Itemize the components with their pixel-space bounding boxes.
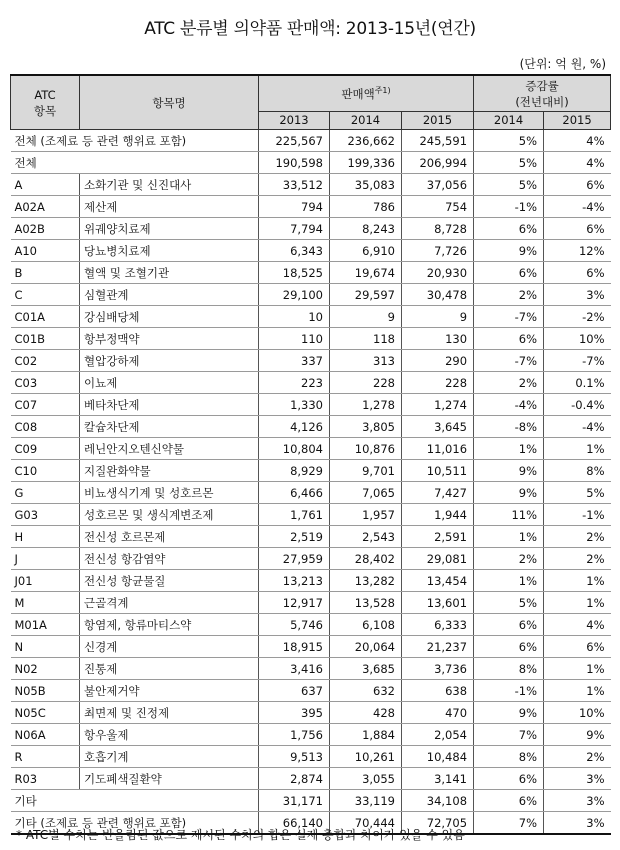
cell-growth-2014: 6% — [474, 790, 544, 812]
cell-growth-2015: 1% — [544, 570, 611, 592]
cell-growth-2014: 6% — [474, 262, 544, 284]
cell-growth-2014: 2% — [474, 548, 544, 570]
cell-sales-2014: 313 — [330, 350, 402, 372]
cell-atc-code: C02 — [11, 350, 80, 372]
cell-sales-2015: 3,736 — [402, 658, 474, 680]
header-atc — [11, 75, 80, 130]
cell-growth-2014: 5% — [474, 174, 544, 196]
cell-sales-2014: 1,884 — [330, 724, 402, 746]
table-row — [11, 416, 611, 438]
cell-growth-2015: 1% — [544, 680, 611, 702]
cell-sales-2013: 337 — [259, 350, 330, 372]
cell-item-name: 전신성 항균물질 — [80, 570, 259, 592]
cell-sales-2014: 33,119 — [330, 790, 402, 812]
header-growth — [474, 75, 611, 112]
table-row — [11, 306, 611, 328]
cell-category: 전체 — [11, 152, 259, 174]
cell-sales-2014: 118 — [330, 328, 402, 350]
cell-growth-2015: -2% — [544, 306, 611, 328]
cell-growth-2014: 7% — [474, 812, 544, 835]
cell-growth-2014: 9% — [474, 240, 544, 262]
cell-growth-2015: 10% — [544, 328, 611, 350]
cell-sales-2014: 228 — [330, 372, 402, 394]
cell-sales-2015: 29,081 — [402, 548, 474, 570]
header-growth-2015: 2015 — [544, 112, 611, 130]
cell-atc-code: B — [11, 262, 80, 284]
table-row — [11, 174, 611, 196]
table-row — [11, 372, 611, 394]
cell-sales-2015: 11,016 — [402, 438, 474, 460]
cell-growth-2015: 3% — [544, 284, 611, 306]
cell-sales-2014: 236,662 — [330, 130, 402, 152]
header-atc-line1: ATC — [34, 87, 56, 102]
cell-sales-2013: 1,330 — [259, 394, 330, 416]
cell-growth-2014: 6% — [474, 768, 544, 790]
cell-atc-code: J — [11, 548, 80, 570]
cell-atc-code: C09 — [11, 438, 80, 460]
table-row — [11, 702, 611, 724]
cell-growth-2015: 1% — [544, 592, 611, 614]
cell-sales-2014: 9,701 — [330, 460, 402, 482]
cell-sales-2013: 395 — [259, 702, 330, 724]
cell-item-name: 당뇨병치료제 — [80, 240, 259, 262]
cell-atc-code: C07 — [11, 394, 80, 416]
cell-sales-2014: 1,278 — [330, 394, 402, 416]
cell-item-name: 강심배당체 — [80, 306, 259, 328]
table-header — [11, 75, 611, 130]
header-atc-line2: 항목 — [33, 103, 57, 118]
header-year-2013: 2013 — [259, 112, 330, 130]
cell-growth-2015: 2% — [544, 548, 611, 570]
cell-atc-code: A02B — [11, 218, 80, 240]
cell-item-name: 진통제 — [80, 658, 259, 680]
cell-sales-2014: 10,261 — [330, 746, 402, 768]
cell-sales-2015: 7,427 — [402, 482, 474, 504]
cell-growth-2015: 4% — [544, 130, 611, 152]
cell-sales-2013: 33,512 — [259, 174, 330, 196]
cell-item-name: 호흡기계 — [80, 746, 259, 768]
cell-sales-2014: 1,957 — [330, 504, 402, 526]
header-growth-line2: (전년대비) — [515, 94, 569, 109]
cell-item-name: 전신성 항감염약 — [80, 548, 259, 570]
cell-sales-2013: 31,171 — [259, 790, 330, 812]
cell-atc-code: N — [11, 636, 80, 658]
cell-sales-2013: 27,959 — [259, 548, 330, 570]
cell-item-name: 항부정맥약 — [80, 328, 259, 350]
cell-growth-2015: 2% — [544, 746, 611, 768]
cell-sales-2013: 13,213 — [259, 570, 330, 592]
table-row — [11, 438, 611, 460]
cell-sales-2013: 18,525 — [259, 262, 330, 284]
cell-atc-code: N06A — [11, 724, 80, 746]
cell-atc-code: N05C — [11, 702, 80, 724]
cell-growth-2015: 3% — [544, 790, 611, 812]
cell-atc-code: J01 — [11, 570, 80, 592]
table-row — [11, 504, 611, 526]
cell-sales-2015: 3,645 — [402, 416, 474, 438]
cell-sales-2013: 6,343 — [259, 240, 330, 262]
cell-growth-2014: -1% — [474, 196, 544, 218]
cell-sales-2015: 290 — [402, 350, 474, 372]
cell-atc-code: M — [11, 592, 80, 614]
cell-growth-2015: -0.4% — [544, 394, 611, 416]
cell-sales-2015: 72,705 — [402, 812, 474, 835]
cell-sales-2013: 2,874 — [259, 768, 330, 790]
cell-growth-2014: 5% — [474, 152, 544, 174]
header-sales — [259, 75, 474, 112]
cell-sales-2014: 786 — [330, 196, 402, 218]
cell-sales-2013: 18,915 — [259, 636, 330, 658]
cell-sales-2014: 29,597 — [330, 284, 402, 306]
cell-growth-2014: 5% — [474, 592, 544, 614]
header-growth-line1: 증감률 — [525, 78, 559, 93]
cell-sales-2014: 10,876 — [330, 438, 402, 460]
cell-growth-2015: 1% — [544, 438, 611, 460]
cell-growth-2014: 6% — [474, 218, 544, 240]
cell-sales-2015: 228 — [402, 372, 474, 394]
cell-sales-2015: 10,511 — [402, 460, 474, 482]
table-row — [11, 790, 611, 812]
cell-growth-2014: -1% — [474, 680, 544, 702]
cell-sales-2014: 35,083 — [330, 174, 402, 196]
cell-sales-2015: 34,108 — [402, 790, 474, 812]
table-row — [11, 482, 611, 504]
cell-growth-2015: -4% — [544, 196, 611, 218]
header-year-2015: 2015 — [402, 112, 474, 130]
cell-category: 기타 (조제료 등 관련 행위료 포함) — [11, 812, 259, 835]
cell-sales-2015: 20,930 — [402, 262, 474, 284]
cell-sales-2015: 13,454 — [402, 570, 474, 592]
cell-sales-2015: 37,056 — [402, 174, 474, 196]
cell-growth-2015: 6% — [544, 174, 611, 196]
table-row — [11, 240, 611, 262]
sales-table — [10, 74, 611, 835]
cell-atc-code: A — [11, 174, 80, 196]
cell-sales-2013: 1,761 — [259, 504, 330, 526]
header-growth-2014: 2014 — [474, 112, 544, 130]
table-row — [11, 658, 611, 680]
cell-item-name: 항우울제 — [80, 724, 259, 746]
cell-sales-2014: 2,543 — [330, 526, 402, 548]
cell-category: 기타 — [11, 790, 259, 812]
cell-growth-2014: 11% — [474, 504, 544, 526]
cell-sales-2013: 8,929 — [259, 460, 330, 482]
cell-atc-code: A10 — [11, 240, 80, 262]
cell-sales-2014: 3,055 — [330, 768, 402, 790]
cell-sales-2015: 6,333 — [402, 614, 474, 636]
cell-growth-2014: 2% — [474, 372, 544, 394]
header-sales-footnote: 주1) — [374, 85, 391, 95]
table-row — [11, 724, 611, 746]
cell-growth-2014: 6% — [474, 614, 544, 636]
cell-sales-2015: 1,274 — [402, 394, 474, 416]
cell-growth-2015: 3% — [544, 812, 611, 835]
cell-atc-code: M01A — [11, 614, 80, 636]
cell-item-name: 칼슘차단제 — [80, 416, 259, 438]
table-row — [11, 570, 611, 592]
unit-label: (단위: 억 원, %) — [519, 57, 606, 71]
table-row — [11, 394, 611, 416]
cell-growth-2014: -7% — [474, 306, 544, 328]
cell-sales-2013: 29,100 — [259, 284, 330, 306]
cell-growth-2014: -4% — [474, 394, 544, 416]
cell-item-name: 베타차단제 — [80, 394, 259, 416]
cell-sales-2013: 4,126 — [259, 416, 330, 438]
cell-growth-2015: 0.1% — [544, 372, 611, 394]
cell-category: 전체 (조제료 등 관련 행위료 포함) — [11, 130, 259, 152]
table-row — [11, 526, 611, 548]
cell-sales-2015: 10,484 — [402, 746, 474, 768]
cell-sales-2014: 6,910 — [330, 240, 402, 262]
cell-sales-2015: 7,726 — [402, 240, 474, 262]
cell-sales-2015: 9 — [402, 306, 474, 328]
cell-sales-2013: 794 — [259, 196, 330, 218]
cell-growth-2015: 2% — [544, 526, 611, 548]
cell-growth-2015: 6% — [544, 262, 611, 284]
cell-atc-code: H — [11, 526, 80, 548]
cell-growth-2015: 10% — [544, 702, 611, 724]
cell-sales-2014: 28,402 — [330, 548, 402, 570]
cell-sales-2013: 12,917 — [259, 592, 330, 614]
cell-item-name: 전신성 호르몬제 — [80, 526, 259, 548]
cell-sales-2014: 19,674 — [330, 262, 402, 284]
cell-item-name: 지질완화약물 — [80, 460, 259, 482]
cell-sales-2013: 6,466 — [259, 482, 330, 504]
table-row — [11, 636, 611, 658]
cell-sales-2014: 8,243 — [330, 218, 402, 240]
table-row — [11, 746, 611, 768]
cell-item-name: 항염제, 항류마티스약 — [80, 614, 259, 636]
table-row — [11, 548, 611, 570]
cell-item-name: 비뇨생식기계 및 성호르몬 — [80, 482, 259, 504]
cell-growth-2014: -8% — [474, 416, 544, 438]
cell-sales-2013: 223 — [259, 372, 330, 394]
cell-sales-2013: 3,416 — [259, 658, 330, 680]
cell-growth-2015: 9% — [544, 724, 611, 746]
cell-item-name: 근골격계 — [80, 592, 259, 614]
cell-atc-code: A02A — [11, 196, 80, 218]
header-sales-label: 판매액 — [341, 86, 375, 101]
cell-sales-2014: 428 — [330, 702, 402, 724]
table-row — [11, 284, 611, 306]
cell-sales-2013: 1,756 — [259, 724, 330, 746]
table-row — [11, 592, 611, 614]
cell-sales-2014: 199,336 — [330, 152, 402, 174]
table-row — [11, 262, 611, 284]
cell-sales-2015: 21,237 — [402, 636, 474, 658]
cell-sales-2015: 30,478 — [402, 284, 474, 306]
cell-item-name: 레닌안지오텐신약물 — [80, 438, 259, 460]
table-body — [11, 130, 611, 835]
cell-growth-2014: -7% — [474, 350, 544, 372]
cell-atc-code: C10 — [11, 460, 80, 482]
cell-growth-2015: 1% — [544, 658, 611, 680]
table-row — [11, 196, 611, 218]
cell-growth-2015: 4% — [544, 614, 611, 636]
cell-growth-2014: 1% — [474, 438, 544, 460]
cell-growth-2015: 8% — [544, 460, 611, 482]
table-row — [11, 768, 611, 790]
cell-item-name: 신경계 — [80, 636, 259, 658]
cell-growth-2014: 8% — [474, 658, 544, 680]
cell-growth-2015: 6% — [544, 218, 611, 240]
cell-growth-2014: 8% — [474, 746, 544, 768]
cell-growth-2014: 9% — [474, 460, 544, 482]
cell-growth-2015: 3% — [544, 768, 611, 790]
cell-sales-2015: 2,591 — [402, 526, 474, 548]
cell-item-name: 불안제거약 — [80, 680, 259, 702]
cell-sales-2015: 245,591 — [402, 130, 474, 152]
cell-sales-2013: 5,746 — [259, 614, 330, 636]
cell-sales-2015: 638 — [402, 680, 474, 702]
table-row — [11, 152, 611, 174]
table-row — [11, 328, 611, 350]
cell-sales-2013: 66,140 — [259, 812, 330, 835]
table-row — [11, 614, 611, 636]
cell-atc-code: R — [11, 746, 80, 768]
cell-growth-2014: 7% — [474, 724, 544, 746]
cell-sales-2014: 13,528 — [330, 592, 402, 614]
cell-sales-2014: 3,805 — [330, 416, 402, 438]
cell-sales-2013: 225,567 — [259, 130, 330, 152]
cell-sales-2014: 6,108 — [330, 614, 402, 636]
cell-sales-2015: 8,728 — [402, 218, 474, 240]
table-row — [11, 460, 611, 482]
cell-sales-2014: 3,685 — [330, 658, 402, 680]
cell-atc-code: C01A — [11, 306, 80, 328]
footnote: * ATC별 수치는 반올림된 값으로 제시된 수치의 합은 실제 총합과 차이가 있을 수 있음 — [16, 828, 465, 842]
cell-sales-2015: 1,944 — [402, 504, 474, 526]
cell-sales-2015: 3,141 — [402, 768, 474, 790]
header-year-2014: 2014 — [330, 112, 402, 130]
cell-growth-2015: -1% — [544, 504, 611, 526]
cell-growth-2015: 12% — [544, 240, 611, 262]
cell-item-name: 위궤양치료제 — [80, 218, 259, 240]
cell-growth-2014: 5% — [474, 130, 544, 152]
cell-atc-code: N02 — [11, 658, 80, 680]
cell-item-name: 기도폐색질환약 — [80, 768, 259, 790]
table-row — [11, 218, 611, 240]
table-title: ATC 분류별 의약품 판매액: 2013-15년(연간) — [144, 19, 476, 39]
cell-sales-2015: 13,601 — [402, 592, 474, 614]
cell-sales-2013: 637 — [259, 680, 330, 702]
cell-sales-2015: 754 — [402, 196, 474, 218]
cell-item-name: 성호르몬 및 생식계변조제 — [80, 504, 259, 526]
cell-atc-code: C08 — [11, 416, 80, 438]
cell-atc-code: N05B — [11, 680, 80, 702]
cell-growth-2015: 4% — [544, 152, 611, 174]
cell-growth-2014: 2% — [474, 284, 544, 306]
cell-atc-code: R03 — [11, 768, 80, 790]
cell-growth-2015: -7% — [544, 350, 611, 372]
cell-growth-2015: 5% — [544, 482, 611, 504]
cell-item-name: 소화기관 및 신진대사 — [80, 174, 259, 196]
cell-sales-2014: 632 — [330, 680, 402, 702]
cell-sales-2015: 2,054 — [402, 724, 474, 746]
cell-sales-2015: 130 — [402, 328, 474, 350]
cell-atc-code: G03 — [11, 504, 80, 526]
cell-item-name: 혈액 및 조혈기관 — [80, 262, 259, 284]
cell-sales-2013: 7,794 — [259, 218, 330, 240]
cell-sales-2014: 70,444 — [330, 812, 402, 835]
cell-item-name: 심혈관계 — [80, 284, 259, 306]
cell-growth-2015: 6% — [544, 636, 611, 658]
cell-growth-2014: 9% — [474, 482, 544, 504]
cell-atc-code: G — [11, 482, 80, 504]
cell-sales-2015: 470 — [402, 702, 474, 724]
table-row — [11, 680, 611, 702]
cell-growth-2015: -4% — [544, 416, 611, 438]
cell-sales-2014: 20,064 — [330, 636, 402, 658]
cell-growth-2014: 9% — [474, 702, 544, 724]
table-row — [11, 130, 611, 152]
cell-sales-2013: 9,513 — [259, 746, 330, 768]
cell-item-name: 최면제 및 진정제 — [80, 702, 259, 724]
cell-item-name: 이뇨제 — [80, 372, 259, 394]
cell-sales-2013: 2,519 — [259, 526, 330, 548]
cell-sales-2013: 190,598 — [259, 152, 330, 174]
cell-growth-2014: 1% — [474, 570, 544, 592]
cell-sales-2013: 10 — [259, 306, 330, 328]
cell-growth-2014: 6% — [474, 636, 544, 658]
cell-item-name: 혈압강하제 — [80, 350, 259, 372]
cell-growth-2014: 1% — [474, 526, 544, 548]
cell-sales-2015: 206,994 — [402, 152, 474, 174]
cell-sales-2014: 9 — [330, 306, 402, 328]
cell-item-name: 제산제 — [80, 196, 259, 218]
cell-sales-2014: 7,065 — [330, 482, 402, 504]
cell-sales-2013: 10,804 — [259, 438, 330, 460]
cell-growth-2014: 6% — [474, 328, 544, 350]
cell-sales-2013: 110 — [259, 328, 330, 350]
cell-atc-code: C01B — [11, 328, 80, 350]
table-row — [11, 350, 611, 372]
cell-atc-code: C03 — [11, 372, 80, 394]
header-name: 항목명 — [80, 75, 259, 130]
cell-sales-2014: 13,282 — [330, 570, 402, 592]
cell-atc-code: C — [11, 284, 80, 306]
